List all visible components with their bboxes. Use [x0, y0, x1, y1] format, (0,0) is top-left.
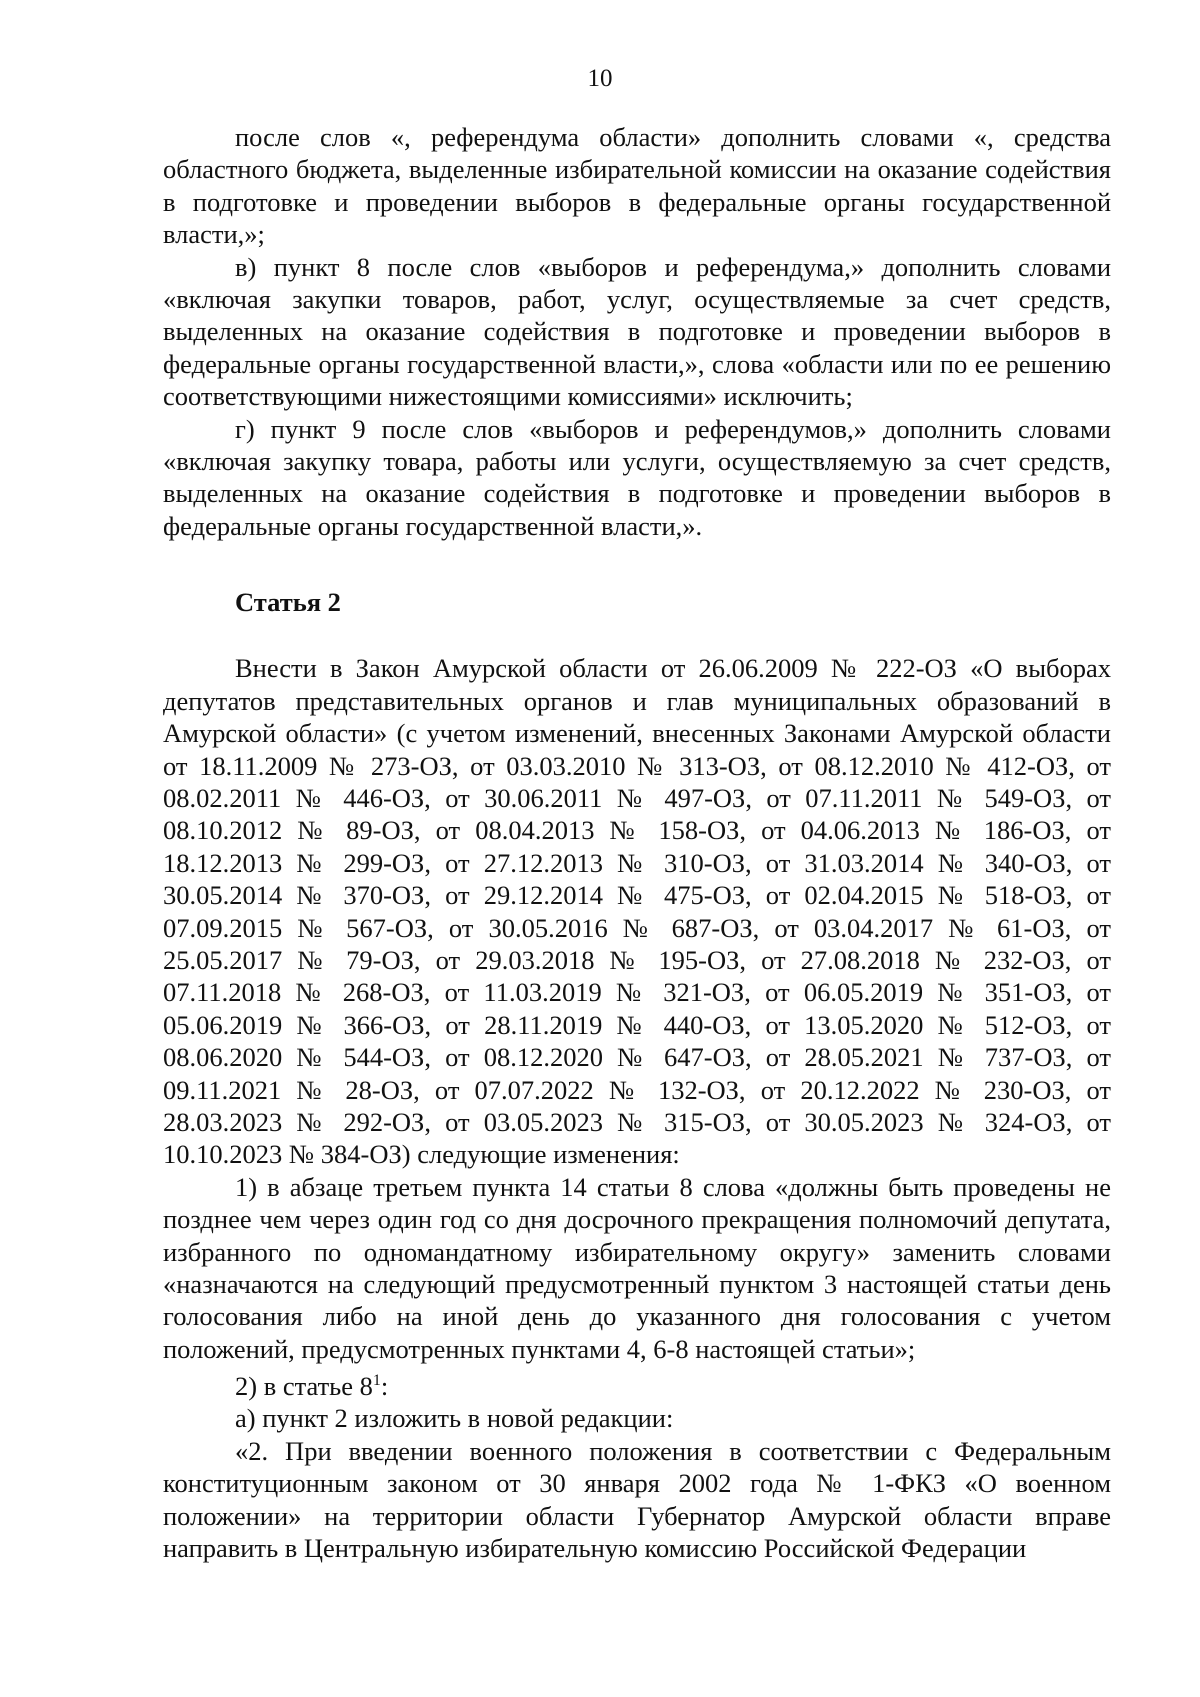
item-2-superscript: 1 — [372, 1372, 381, 1390]
paragraph-quote: «2. При введении военного положения в соответствии с Федеральным конституционным законом от 30 января 2002 года № 1-ФКЗ «О военном положении» на территории области Губернатор Амурской области вправе направить в Центральную избирательную комиссию Российской Федерации — [163, 1435, 1111, 1564]
paragraph-law-amendments: Внести в Закон Амурской области от 26.06.2009 № 222-ОЗ «О выборах депутатов представительных органов и глав муниципальных образований в Амурской области» (с учетом изменений, внесенных Законами Амурской области от 18.11.2009 № 273-ОЗ, от 03.03.2010 № 313-ОЗ, от 08.12.2010 № 412-ОЗ, от 08.02.2011 № 446-ОЗ, от 30.06.2011 № 497-ОЗ, от 07.11.2011 № 549-ОЗ, от 08.10.2012 № 89-ОЗ, от 08.04.2013 № 158-ОЗ, от 04.06.2013 № 186-ОЗ, от 18.12.2013 № 299-ОЗ, от 27.12.2013 № 310-ОЗ, от 31.03.2014 № 340-ОЗ, от 30.05.2014 № 370-ОЗ, от 29.12.2014 № 475-ОЗ, от 02.04.2015 № 518-ОЗ, от 07.09.2015 № 567-ОЗ, от 30.05.2016 № 687-ОЗ, от 03.04.2017 № 61-ОЗ, от 25.05.2017 № 79-ОЗ, от 29.03.2018 № 195-ОЗ, от 27.08.2018 № 232-ОЗ, от 07.11.2018 № 268-ОЗ, от 11.03.2019 № 321-ОЗ, от 06.05.2019 № 351-ОЗ, от 05.06.2019 № 366-ОЗ, от 28.11.2019 № 440-ОЗ, от 13.05.2020 № 512-ОЗ, от 08.06.2020 № 544-ОЗ, от 08.12.2020 № 647-ОЗ, от 28.05.2021 № 737-ОЗ, от 09.11.2021 № 28-ОЗ, от 07.07.2022 № 132-ОЗ, от 20.12.2022 № 230-ОЗ, от 28.03.2023 № 292-ОЗ, от 03.05.2023 № 315-ОЗ, от 30.05.2023 № 324-ОЗ, от 10.10.2023 № 384-ОЗ) следующие изменения: — [163, 653, 1111, 1170]
paragraph-item-v: в) пункт 8 после слов «выборов и референдума,» дополнить словами «включая закупки товаров, работ, услуг, осуществляемые за счет средств, выделенных на оказание содействия в подготовке и проведении выборов в федеральные органы государственной власти,», слова «области или по ее решению соответствующими нижестоящими комиссиями» исключить; — [163, 251, 1111, 412]
document-body — [163, 121, 1111, 1564]
item-2-prefix: 2) в статье 8 — [235, 1371, 373, 1402]
paragraph-item-g: г) пункт 9 после слов «выборов и референдумов,» дополнить словами «включая закупку товара, работы или услуги, осуществляемую за счет средств, выделенных на оказание содействия в подготовке и проведении выборов в федеральные органы государственной власти,». — [163, 413, 1111, 541]
paragraph-item-a: а) пункт 2 изложить в новой редакции: — [235, 1403, 674, 1434]
paragraph-continuation: после слов «, референдума области» дополнить словами «, средства областного бюджета, выделенные избирательной комиссии на оказание содействия в подготовке и проведении выборов в федеральные органы государственной власти,»; — [163, 122, 1111, 250]
item-2-suffix: : — [380, 1371, 389, 1402]
page-number: 10 — [587, 65, 613, 92]
article-heading: Статья 2 — [235, 587, 341, 618]
paragraph-item-1: 1) в абзаце третьем пункта 14 статьи 8 слова «должны быть проведены не позднее чем через один год со дня досрочного прекращения полномочий депутата, избранного по одномандатному избирательному округу» заменить словами «назначаются на следующий предусмотренный пунктом 3 настоящей статьи день голосования либо на иной день до указанного дня голосования с учетом положений, предусмотренных пунктами 4, 6-8 настоящей статьи»; — [163, 1171, 1111, 1364]
paragraph-item-2 — [163, 1365, 1111, 1402]
